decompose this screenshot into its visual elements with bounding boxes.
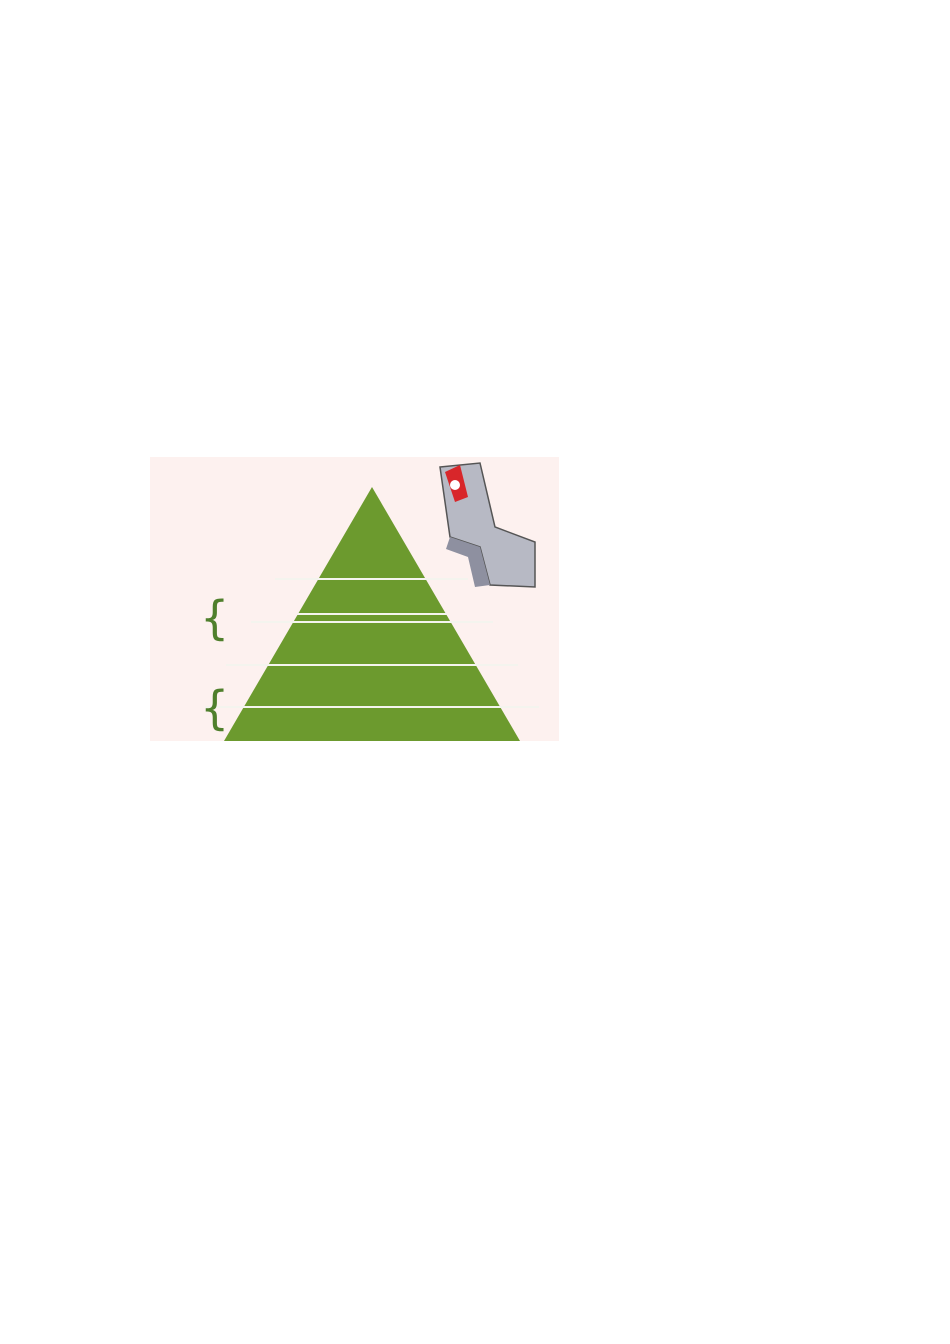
maslow-pyramid-figure	[150, 457, 559, 741]
stairs-decoration	[440, 463, 535, 587]
brace-icon: {	[200, 681, 230, 735]
brace-icon: {	[200, 591, 230, 645]
